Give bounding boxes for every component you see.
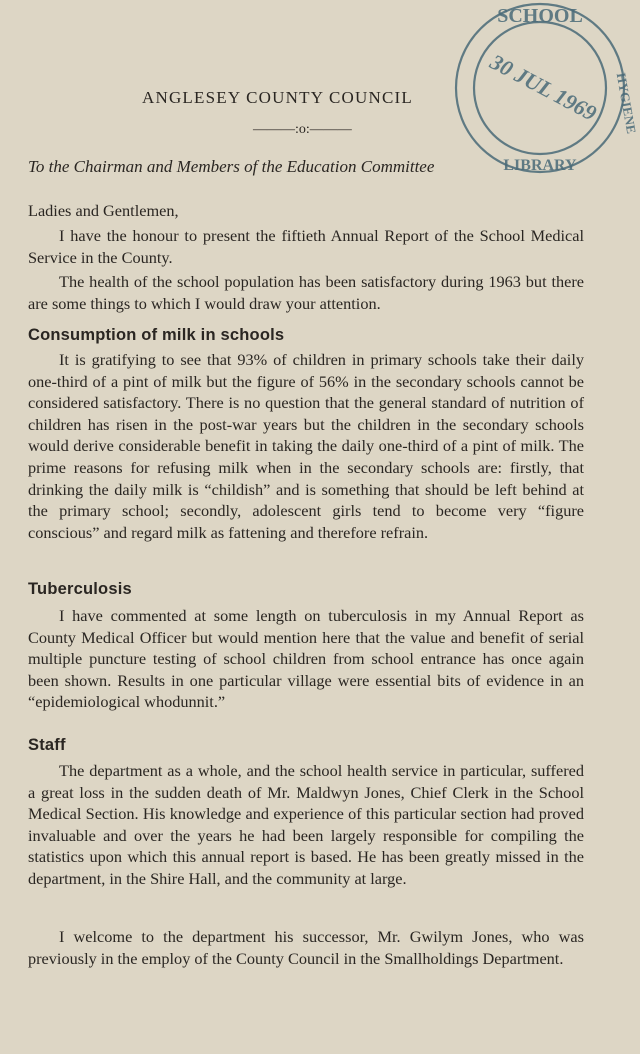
stamp-school-text: SCHOOL	[497, 5, 583, 27]
council-title: ANGLESEY COUNTY COUNCIL	[142, 88, 413, 107]
section-heading-staff: Staff	[28, 736, 66, 754]
intro-paragraph-1: I have the honour to present the fiftieth Annual Report of the School Medical Service in the County.	[28, 226, 584, 267]
section-staff-paragraph-2: I welcome to the department his successor, Mr. Gwilym Jones, who was previously in the employ of the County Council in the Smallholdings Department.	[28, 927, 584, 968]
section-heading-milk: Consumption of milk in schools	[28, 326, 285, 344]
section-staff-paragraph-1: The department as a whole, and the school health service in particular, suffered a great loss in the sudden death of Mr. Maldwyn Jones, Chief Clerk in the School Medical Section. His knowledge and experience of this particular section had proved invaluable and over the years he had been largely responsible for compiling the statistics upon which this annual report is based. He has been greatly missed in the department, in the Shire Hall, and the community at large.	[28, 761, 584, 888]
title-separator: ———:o:———	[253, 122, 352, 137]
stamp-date-text: 30 JUL 1969	[486, 48, 601, 126]
library-stamp	[436, 0, 640, 184]
stamp-library-text: LIBRARY	[503, 157, 577, 174]
addressee-line: To the Chairman and Members of the Education Committee	[28, 157, 435, 176]
section-tuberculosis-paragraph: I have commented at some length on tuberculosis in my Annual Report as County Medical Officer but would mention here that the value and benefit of serial multiple puncture testing of school children from school entrance has once again been shown. Results in one particular village were essential bits of evidence in an “epidemiological whodunnit.”	[28, 606, 584, 712]
greeting: Ladies and Gentlemen,	[28, 201, 179, 220]
section-milk-paragraph: It is gratifying to see that 93% of children in primary schools take their daily one-third of a pint of milk but the figure of 56% in the secondary schools cannot be considered satisfactory. There is no question that the general standard of nutrition of children has risen in the post-war years but the children in the secondary schools would derive considerable benefit in taking the daily one-third of a pint of milk. The prime reasons for refusing milk when in the secondary schools are: firstly, that drinking the daily milk is “childish” and is something that should be left behind at the primary school; secondly, adolescent girls tend to become very “figure conscious” and regard milk as fattening and therefore refrain.	[28, 350, 584, 542]
intro-paragraph-2: The health of the school population has been satisfactory during 1963 but there are some things to which I would draw your attention.	[28, 272, 584, 313]
section-heading-tuberculosis: Tuberculosis	[28, 580, 132, 598]
stamp-hygiene-text: HYGIENE	[613, 71, 640, 135]
